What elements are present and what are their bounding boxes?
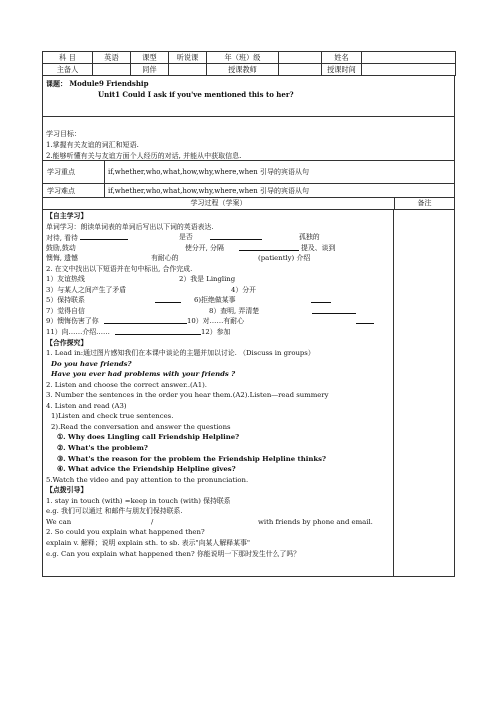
task-5: 5.Watch the video and pay attention to the pronunciation. — [46, 475, 249, 484]
section-self-study: 【自主学习】 — [46, 212, 88, 220]
phrase-item: 12）参加 — [201, 328, 231, 337]
phrase-row-6 — [46, 327, 390, 338]
notes-label: 备注 — [417, 199, 432, 207]
type-value: 听说课 — [169, 52, 207, 64]
phrase-row-1 — [46, 274, 390, 285]
question-1: ①. Why does Lingling call Friendship Helpline? — [57, 433, 240, 442]
phrase-item: 9）懊悔伤害了你 — [46, 317, 99, 326]
fill-text: with friends by phone and email. — [258, 517, 373, 526]
answer-blank[interactable] — [104, 316, 187, 324]
focus-text: if,whether,who,what,how,why,where,when 引导的宾语从句 — [108, 168, 309, 176]
coprep-label: 同伴 — [131, 64, 169, 76]
teacher-label: 授课教师 — [207, 64, 279, 76]
guidance-explain: explain v. 解释；说明 explain sth. to sb. 表示"向某人解释某事" — [46, 538, 251, 547]
question-problems: Have you ever had problems with your friends ? — [51, 370, 236, 379]
vocab-item: 有耐心的 — [151, 254, 179, 263]
grade-value — [279, 52, 322, 64]
guidance-fill-line — [46, 517, 390, 528]
grade-label: 年（班）级 — [207, 52, 279, 64]
guidance-2: 2. So could you explain what happened then? — [46, 528, 205, 537]
answer-blank[interactable] — [311, 295, 331, 303]
answer-blank[interactable] — [210, 232, 262, 240]
answer-blank[interactable] — [155, 295, 181, 303]
guidance-1: 1. stay in touch (with) =keep in touch (with) 保持联系 — [46, 496, 231, 505]
vocab-item: (patiently) 介绍 — [258, 254, 311, 263]
answer-blank[interactable] — [312, 306, 356, 314]
difficulty-row — [42, 184, 455, 198]
answer-blank[interactable] — [80, 232, 128, 240]
header-row-2 — [43, 64, 456, 76]
guidance-example: e.g. 我们可以通过 和邮件与朋友们保持联系. — [46, 507, 183, 516]
lesson-plan-sheet — [42, 51, 455, 577]
subject-label: 科 目 — [43, 52, 93, 64]
question-3: ③. What's the reason for the problem the Friendship Helpline thinks? — [57, 454, 327, 463]
subject-value: 英语 — [93, 52, 131, 64]
phrase-item: 8）查明, 弄清楚 — [209, 306, 260, 315]
focus-row — [42, 161, 455, 184]
task-4-1: 1)Listen and check true sentences. — [51, 412, 174, 421]
task-3: 3. Number the sentences in the order you hear them.(A2).Listen—read summery — [46, 391, 329, 400]
phrase-item: 1）友谊热线 — [46, 275, 85, 284]
phrase-item: 3）与某人之间产生了矛盾 — [46, 285, 127, 294]
phrase-item: 4）分开 — [231, 285, 257, 294]
fill-slash: / — [151, 517, 154, 526]
unit-title: Unit1 Could I ask if you've mentioned this to her? — [98, 90, 294, 99]
phrase-item: 11）向……介绍…… — [46, 328, 110, 337]
phrase-row-5 — [46, 316, 390, 327]
process-body — [42, 210, 455, 577]
preparer-label: 主备人 — [43, 64, 93, 76]
phrase-row-3 — [46, 295, 390, 306]
section-guidance: 【点拨引导】 — [46, 486, 88, 495]
type-label: 课型 — [131, 52, 169, 64]
objectives-heading: 学习目标： — [46, 130, 81, 138]
process-label: 学习过程（学案） — [43, 198, 395, 209]
task-4: 4. Listen and read (A3) — [46, 401, 127, 410]
phrase-item: 5）保持联系 — [46, 296, 85, 305]
time-value — [362, 64, 456, 76]
header-table — [42, 51, 456, 76]
task-lead-in: 1. Lead in:通过图片感知我们在本课中谈论的主题并加以讨论. （Discuss in groups） — [46, 349, 315, 358]
phrase-row-4 — [46, 306, 390, 317]
vocab-item: 是否 — [179, 233, 193, 242]
phrase-item: 6)拒绝做某事 — [194, 296, 236, 305]
preparer-value — [93, 64, 131, 76]
answer-blank[interactable] — [356, 316, 374, 324]
vocab-instruction: 单词学习：朗读单词表的单词后写出以下词的英语表达. — [46, 222, 214, 231]
phrase-item: 10）对……有耐心 — [187, 317, 245, 326]
header-row-1 — [43, 52, 456, 64]
vocab-item: 鼓励,鼓动 — [46, 243, 76, 252]
objectives-box — [42, 117, 455, 161]
time-label: 授课时间 — [322, 64, 362, 76]
focus-label: 学习重点 — [43, 161, 105, 183]
process-header — [42, 198, 455, 210]
task-2: 2. Listen and choose the correct answer..(A1). — [46, 380, 207, 389]
vocab-item: 对待, 看待 — [46, 234, 78, 243]
fill-text: We can — [46, 517, 72, 526]
phrase-item: 7）觉得自信 — [46, 306, 85, 315]
difficulty-text: if,whether,who,what,how,why,where,when 引导的宾语从句 — [108, 187, 309, 195]
vocab-item: 使分开, 分隔 — [185, 243, 224, 252]
vocab-item: 懊悔, 遗憾 — [46, 254, 78, 263]
vocab-line-3 — [46, 253, 390, 264]
question-friends: Do you have friends? — [51, 359, 132, 368]
objective-2: 2.能够听懂有关与友谊方面个人经历的对话, 并能从中获取信息. — [46, 152, 242, 160]
phrase-instruction: 2. 在文中找出以下短语并在句中标出, 合作完成. — [46, 264, 193, 273]
objective-1: 1.掌握有关友谊的词汇和短语. — [46, 141, 139, 149]
task-4-2: 2).Read the conversation and answer the questions — [51, 422, 231, 431]
name-value — [362, 52, 456, 64]
name-label: 姓名 — [322, 52, 362, 64]
question-2: ②. What's the problem? — [57, 444, 148, 453]
process-content — [43, 210, 394, 576]
vocab-item: 提及、谈到 — [301, 243, 336, 252]
vocab-line-2 — [46, 243, 390, 254]
phrase-row-2 — [46, 285, 390, 296]
vocab-line-1 — [46, 232, 390, 243]
section-cooperation: 【合作探究】 — [46, 338, 88, 347]
coprep-value — [169, 64, 207, 76]
teacher-value — [279, 64, 322, 76]
question-4: ④. What advice the Friendship Helpline gives? — [57, 465, 236, 474]
answer-blank[interactable] — [239, 243, 299, 251]
title-box — [42, 76, 455, 117]
answer-blank[interactable] — [115, 327, 201, 335]
vocab-item: 孤独的 — [299, 233, 320, 242]
guidance-example-2: e.g. Can you explain what happened then? 你能说明一下那时发生什么了吗？ — [46, 549, 301, 558]
difficulty-label: 学习难点 — [43, 184, 105, 197]
topic-title: 课题： Module9 Friendship — [46, 79, 149, 88]
phrase-item: 2）我是 Lingling — [179, 275, 236, 284]
